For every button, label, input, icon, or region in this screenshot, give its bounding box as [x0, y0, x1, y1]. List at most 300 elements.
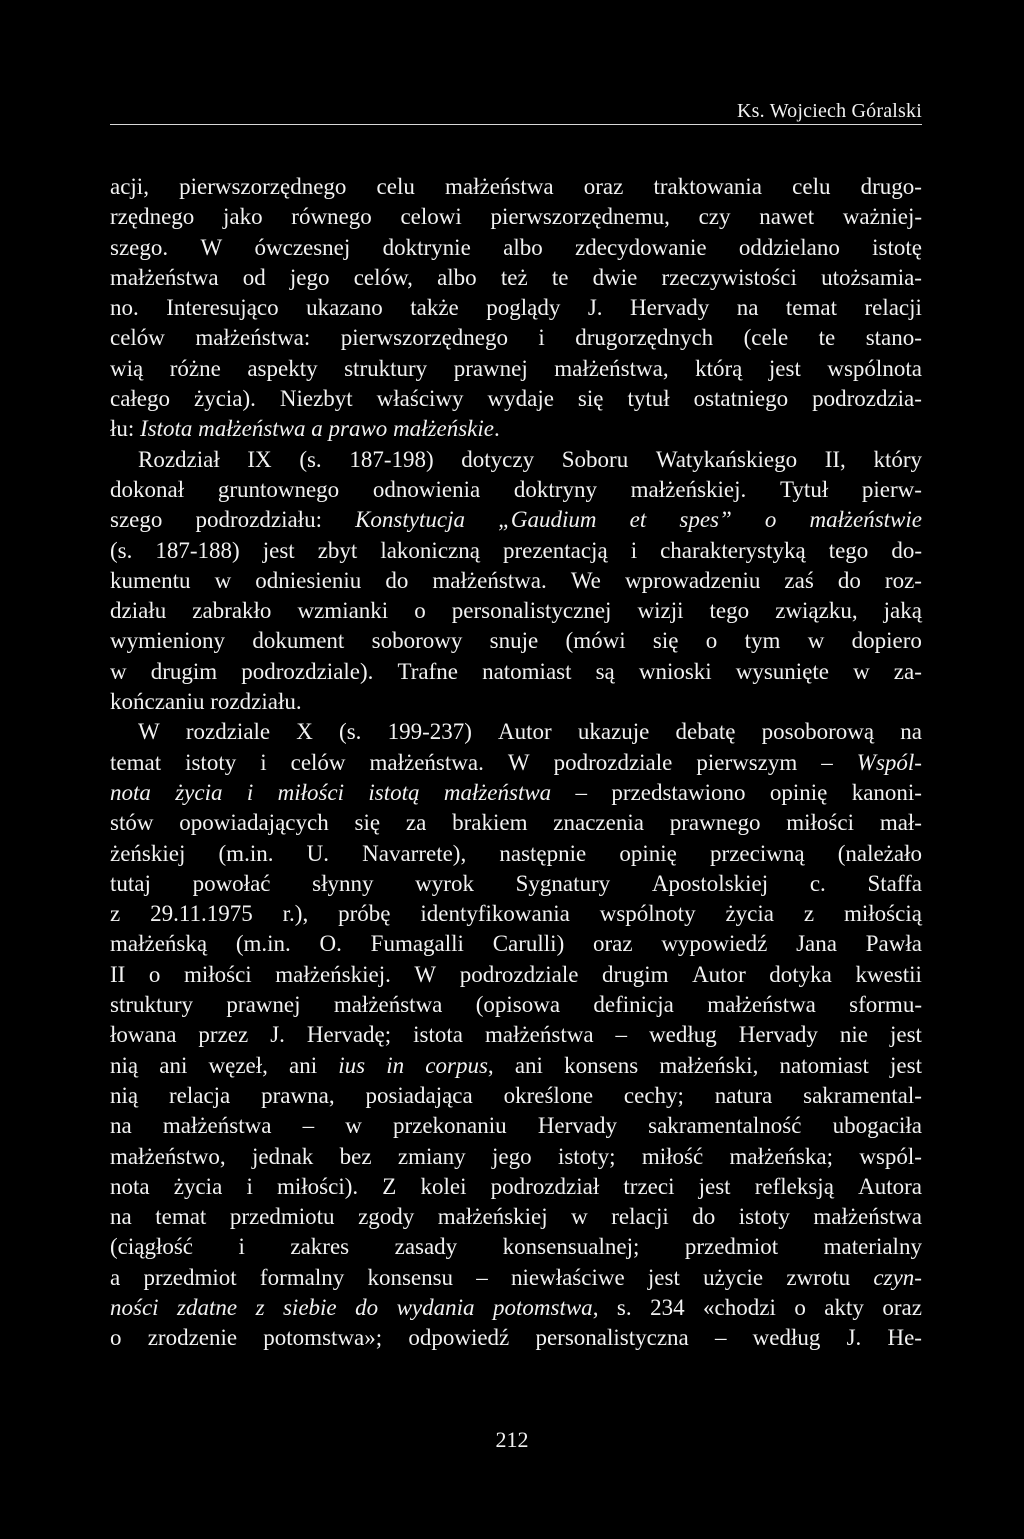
word: małżeńską [110, 931, 208, 957]
word: Carulli) [492, 931, 565, 957]
word: miłość [641, 1143, 704, 1169]
text-line [110, 1051, 922, 1081]
text-line [110, 293, 922, 323]
word: do [385, 567, 409, 593]
word: (s. [110, 537, 133, 563]
word: nawet [759, 204, 815, 230]
word: prawnej [453, 355, 528, 381]
word: definicja [593, 992, 674, 1018]
word: małżeństwo, [110, 1143, 226, 1169]
word: materialny [823, 1234, 922, 1260]
word: małżeńskie. [393, 416, 500, 442]
running-head-text: Ks. Wojciech Góralski [737, 100, 922, 122]
text-line [110, 505, 922, 535]
body-text [110, 172, 922, 1354]
word: wymieniony [110, 628, 225, 654]
word: także [410, 295, 459, 321]
word: snuje [489, 628, 539, 654]
word: o [794, 1294, 806, 1320]
text-line [110, 1263, 922, 1293]
word: znaczenia [553, 810, 644, 836]
word: O. [319, 931, 342, 957]
word: jest [647, 1264, 680, 1290]
text-line [110, 263, 922, 293]
word: Wspól- [856, 749, 922, 775]
word: celów, [353, 264, 413, 290]
word: opinię [769, 779, 828, 805]
word: w [110, 658, 127, 684]
word: zasady [394, 1234, 458, 1260]
word: na [900, 719, 922, 745]
word: małżeństwa [484, 1022, 594, 1048]
word: zabrakło [192, 598, 272, 624]
word: dotyka [769, 961, 832, 987]
word: do- [891, 537, 922, 563]
word: kwestii [855, 961, 922, 987]
word: oraz [592, 931, 633, 957]
word: tutaj [110, 870, 151, 896]
word: rzędnego [110, 204, 195, 230]
word: istoty; [557, 1143, 616, 1169]
text-line [110, 475, 922, 505]
word: jest [890, 1022, 922, 1048]
word: małżeństwa. [432, 567, 547, 593]
text-line [110, 778, 922, 808]
word: tego [709, 598, 750, 624]
word: ubogaciła [832, 1113, 922, 1139]
text-line [110, 808, 922, 838]
word: życia). [193, 386, 256, 412]
word: węzeł, [208, 1052, 268, 1078]
word: sakramentalność [648, 1113, 802, 1139]
word: słynny [312, 870, 374, 896]
word: prawnego [669, 810, 761, 836]
word: Autor [692, 961, 746, 987]
word: małżeństwa [443, 779, 552, 805]
word: wnioski [638, 658, 712, 684]
word: przedstawiono [611, 779, 746, 805]
word: – [302, 1113, 315, 1139]
word: celowi [400, 204, 462, 230]
word: jego [289, 264, 330, 290]
word: do [837, 567, 861, 593]
word: Autora [858, 1173, 922, 1199]
word: i [630, 537, 638, 563]
word: małżeństwa [707, 992, 816, 1018]
word: miłości [786, 810, 854, 836]
word: J. [846, 1325, 862, 1351]
word: przekonaniu [392, 1113, 507, 1139]
word: zgody [358, 1204, 415, 1230]
word: posoborową [761, 719, 875, 745]
word: są [595, 658, 615, 684]
word: za- [893, 658, 922, 684]
word: potomstwa, [493, 1294, 599, 1320]
text-line [110, 566, 922, 596]
word: drugo- [860, 174, 922, 199]
word: na [110, 1204, 132, 1230]
word: c. [809, 870, 826, 896]
word: Trafne [397, 658, 458, 684]
word: łu: [110, 416, 135, 442]
word: małżeństwa. [369, 749, 484, 775]
word: wydania [396, 1294, 475, 1320]
word: He- [887, 1325, 922, 1351]
word: Rozdział [138, 446, 220, 472]
word: ostatniego [693, 386, 789, 412]
word: Staffa [867, 870, 922, 896]
word: podrozdziale [553, 749, 673, 775]
word: rzeczywistości [661, 264, 797, 290]
word: – [575, 779, 588, 805]
running-head [110, 98, 922, 125]
word: z [110, 901, 121, 927]
text-line [110, 1232, 922, 1262]
page-number: 212 [495, 1427, 529, 1452]
word: drugim [602, 961, 669, 987]
word: – [615, 1022, 628, 1048]
word: Hervady [630, 295, 710, 321]
word: jest [262, 537, 295, 563]
word: ówczesnej [254, 234, 351, 260]
word: małżeński, [659, 1052, 759, 1078]
word: od [242, 264, 266, 290]
text-line [110, 1142, 922, 1172]
word: lakoniczną [380, 537, 480, 563]
word: podrozdziału: [195, 507, 322, 533]
word: jest [768, 355, 801, 381]
word: relacji [864, 295, 922, 321]
word: Pawła [865, 931, 922, 957]
word: – [476, 1264, 488, 1290]
text-line [110, 929, 922, 959]
word: przez [198, 1022, 249, 1048]
word: dopiero [851, 628, 922, 654]
word: Watykańskiego [655, 446, 798, 472]
word: (s. [339, 719, 362, 745]
word: bez [339, 1143, 372, 1169]
word: też [500, 264, 528, 290]
word: istoty [185, 749, 237, 775]
word: małżeństwa: [195, 325, 311, 351]
word: poglądy [486, 295, 561, 321]
text-line [110, 233, 922, 263]
text-line [110, 384, 922, 414]
word: życia [175, 779, 223, 805]
word: acji, [110, 174, 149, 199]
word: się [577, 386, 604, 412]
word: rozdziału. [210, 689, 302, 715]
word: W [200, 234, 223, 260]
word: wią [110, 355, 144, 381]
word: w [571, 1204, 588, 1230]
word: potomstwa»; [263, 1325, 383, 1351]
word: 29.11.1975 [150, 901, 253, 927]
word: istotą [368, 779, 420, 805]
word: właściwy [376, 386, 464, 412]
word: różne [169, 355, 221, 381]
word: identyfikowania [420, 901, 570, 927]
word: pierwszym [696, 749, 798, 775]
word: rozdziale [185, 719, 271, 745]
word: Tytuł [779, 476, 829, 502]
word: (ciągłość [110, 1234, 194, 1260]
word: tego [828, 537, 869, 563]
word: «chodzi [703, 1294, 776, 1320]
word: pierwszorzędnego [179, 174, 347, 199]
word: w [345, 1113, 362, 1139]
word: siebie [282, 1294, 337, 1320]
word: ważniej- [842, 204, 922, 230]
word: ani [514, 1052, 543, 1078]
word: działu [110, 598, 167, 624]
word: a [311, 416, 323, 442]
word: drugim [150, 658, 218, 684]
word: nota [110, 779, 151, 805]
word: o [414, 598, 426, 624]
word: Interesująco [166, 295, 279, 321]
word: debatę [675, 719, 736, 745]
word: i [238, 1234, 245, 1260]
word: dwie [592, 264, 638, 290]
word: tytuł [627, 386, 670, 412]
word: w [853, 658, 870, 684]
word: konsensualnej; [502, 1234, 640, 1260]
text-line [110, 1111, 922, 1141]
word: wspólnoty [599, 901, 696, 927]
word: z [803, 901, 815, 927]
word: i [246, 1173, 253, 1199]
word: powołać [192, 870, 271, 896]
word: aspekty [247, 355, 318, 381]
text-line [110, 172, 922, 202]
word: wspólnota [827, 355, 922, 381]
word: małżeństwa [198, 416, 306, 442]
word: podrozdzia- [812, 386, 922, 412]
word: małżeńskiej [437, 1204, 548, 1230]
word: zaś [784, 567, 814, 593]
word: wydaje [487, 386, 554, 412]
word: akty [824, 1294, 864, 1320]
word: Niezbyt [279, 386, 353, 412]
word: temat [785, 295, 837, 321]
word: według [752, 1325, 821, 1351]
word: 187-188) [155, 537, 240, 563]
word: ius [338, 1052, 366, 1078]
word: jako [222, 204, 263, 230]
word: doktrynie [382, 234, 471, 260]
word: zdatne [177, 1294, 238, 1320]
word: stano- [865, 325, 922, 351]
word: spes” [679, 507, 732, 533]
word: o [110, 1325, 122, 1351]
word: małżeńska; [729, 1143, 833, 1169]
text-line [110, 1323, 922, 1353]
word: zbyt [317, 537, 358, 563]
word: jest [890, 1052, 922, 1078]
word: cechy; [623, 1082, 684, 1108]
word: przedmiotu [229, 1204, 335, 1230]
word: który [873, 446, 922, 472]
text-line [110, 990, 922, 1020]
word: miłości). [276, 1173, 359, 1199]
word: J. [270, 1022, 285, 1048]
word: no. [110, 295, 139, 321]
word: pierwszorzędnego [340, 325, 509, 351]
word: o [705, 628, 718, 654]
word: Autor [498, 719, 552, 745]
text-line [110, 1293, 922, 1323]
word: Z [382, 1173, 397, 1199]
word: konsens [564, 1052, 639, 1078]
word: podrozdział [490, 1173, 600, 1199]
word: czyn- [873, 1264, 922, 1290]
word: brakiem [452, 810, 528, 836]
word: (mówi [565, 628, 626, 654]
word: Hervady [537, 1113, 617, 1139]
word: Sygnatury [515, 870, 611, 896]
word: wizji [637, 598, 684, 624]
word: małżeństwa [333, 992, 443, 1018]
word: niewłaściwe [511, 1264, 625, 1290]
word: X [296, 719, 313, 745]
word: corpus, [425, 1052, 494, 1078]
word: i [246, 779, 254, 805]
word: zakres [290, 1234, 350, 1260]
word: istotę [872, 234, 922, 260]
word: in [386, 1052, 405, 1078]
word: natomiast [482, 658, 572, 684]
word: żeńskiej [110, 840, 186, 866]
word: a [110, 1264, 121, 1290]
word: sakramental- [803, 1082, 922, 1108]
word: opinię [619, 840, 677, 866]
word: pierw- [861, 476, 922, 502]
word: natura [714, 1082, 773, 1108]
word: nią [110, 1052, 139, 1078]
word: kanoni- [851, 779, 922, 805]
word: 234 [650, 1294, 685, 1320]
word: struktury [344, 355, 428, 381]
word: dokument [252, 628, 345, 654]
word: doktryny [513, 476, 597, 502]
text-line [110, 536, 922, 566]
word: szego [110, 507, 163, 533]
word: gruntownego [217, 476, 340, 502]
word: s. [616, 1294, 632, 1320]
word: soborowy [371, 628, 463, 654]
word: szego. [110, 234, 169, 260]
word: małżeńskiej. [275, 961, 391, 987]
word: ukazuje [577, 719, 650, 745]
word: określone [503, 1082, 594, 1108]
word: 187-198) [349, 446, 434, 472]
word: II, [824, 446, 846, 472]
word: prawnej [226, 992, 301, 1018]
text-line [110, 1172, 922, 1202]
word: małżeńskiej. [630, 476, 747, 502]
word: oddzielano [738, 234, 840, 260]
word: (m.in. [218, 840, 274, 866]
word: charakterystyką [660, 537, 806, 563]
text-line [110, 657, 922, 687]
word: struktury [110, 992, 194, 1018]
text-line [110, 839, 922, 869]
word: małżeństwa [445, 174, 554, 199]
word: „Gaudium [498, 507, 597, 533]
word: życia [725, 901, 774, 927]
word: małżeństwa [110, 264, 219, 290]
word: istota [413, 1022, 463, 1048]
word: personalistyczna [535, 1325, 689, 1351]
text-line [110, 1202, 922, 1232]
word: posiadająca [365, 1082, 473, 1108]
word: się [354, 810, 381, 836]
word: Navarrete), [362, 840, 467, 866]
word: IX [247, 446, 272, 472]
word: równego [291, 204, 372, 230]
word: jednak [251, 1143, 314, 1169]
word: małżeństwa, [554, 355, 669, 381]
word: zwrotu [786, 1264, 851, 1290]
word: konsensu [367, 1264, 454, 1290]
word: albo [437, 264, 477, 290]
word: łowana [110, 1022, 177, 1048]
word: Fumagalli [370, 931, 464, 957]
text-line [110, 596, 922, 626]
word: (opisowa [475, 992, 561, 1018]
word: według [649, 1022, 717, 1048]
word: odniesieniu [255, 567, 362, 593]
word: kolei [420, 1173, 467, 1199]
word: podrozdziale [459, 961, 579, 987]
word: wyrok [415, 870, 474, 896]
word: i [538, 325, 545, 351]
word: utożsamia- [821, 264, 922, 290]
word: zmiany [397, 1143, 466, 1169]
word: następnie [499, 840, 587, 866]
word: jest [698, 1173, 731, 1199]
word: dotyczy [461, 446, 535, 472]
text-line [110, 626, 922, 656]
word: W [138, 719, 160, 745]
word: te [818, 325, 836, 351]
word: Hervadę; [306, 1022, 392, 1048]
word: o [764, 507, 777, 533]
word: ukazano [306, 295, 383, 321]
word: użycie [703, 1264, 764, 1290]
word: przedmiot [143, 1264, 237, 1290]
word: II [110, 961, 126, 987]
word: miłością [843, 901, 922, 927]
word: stów [110, 810, 154, 836]
word: miłości [277, 779, 345, 805]
word: związku, [775, 598, 858, 624]
word: albo [503, 234, 543, 260]
word: wspól- [859, 1143, 922, 1169]
text-line [110, 899, 922, 929]
word: przeciwną [710, 840, 805, 866]
word: (m.in. [235, 931, 291, 957]
word: przedmiot [684, 1234, 779, 1260]
word: natomiast [779, 1052, 869, 1078]
text-line [110, 1081, 922, 1111]
word: oraz [882, 1294, 922, 1320]
word: (s. [299, 446, 322, 472]
text-line [110, 202, 922, 232]
word: nie [839, 1022, 869, 1048]
text-line [110, 323, 922, 353]
